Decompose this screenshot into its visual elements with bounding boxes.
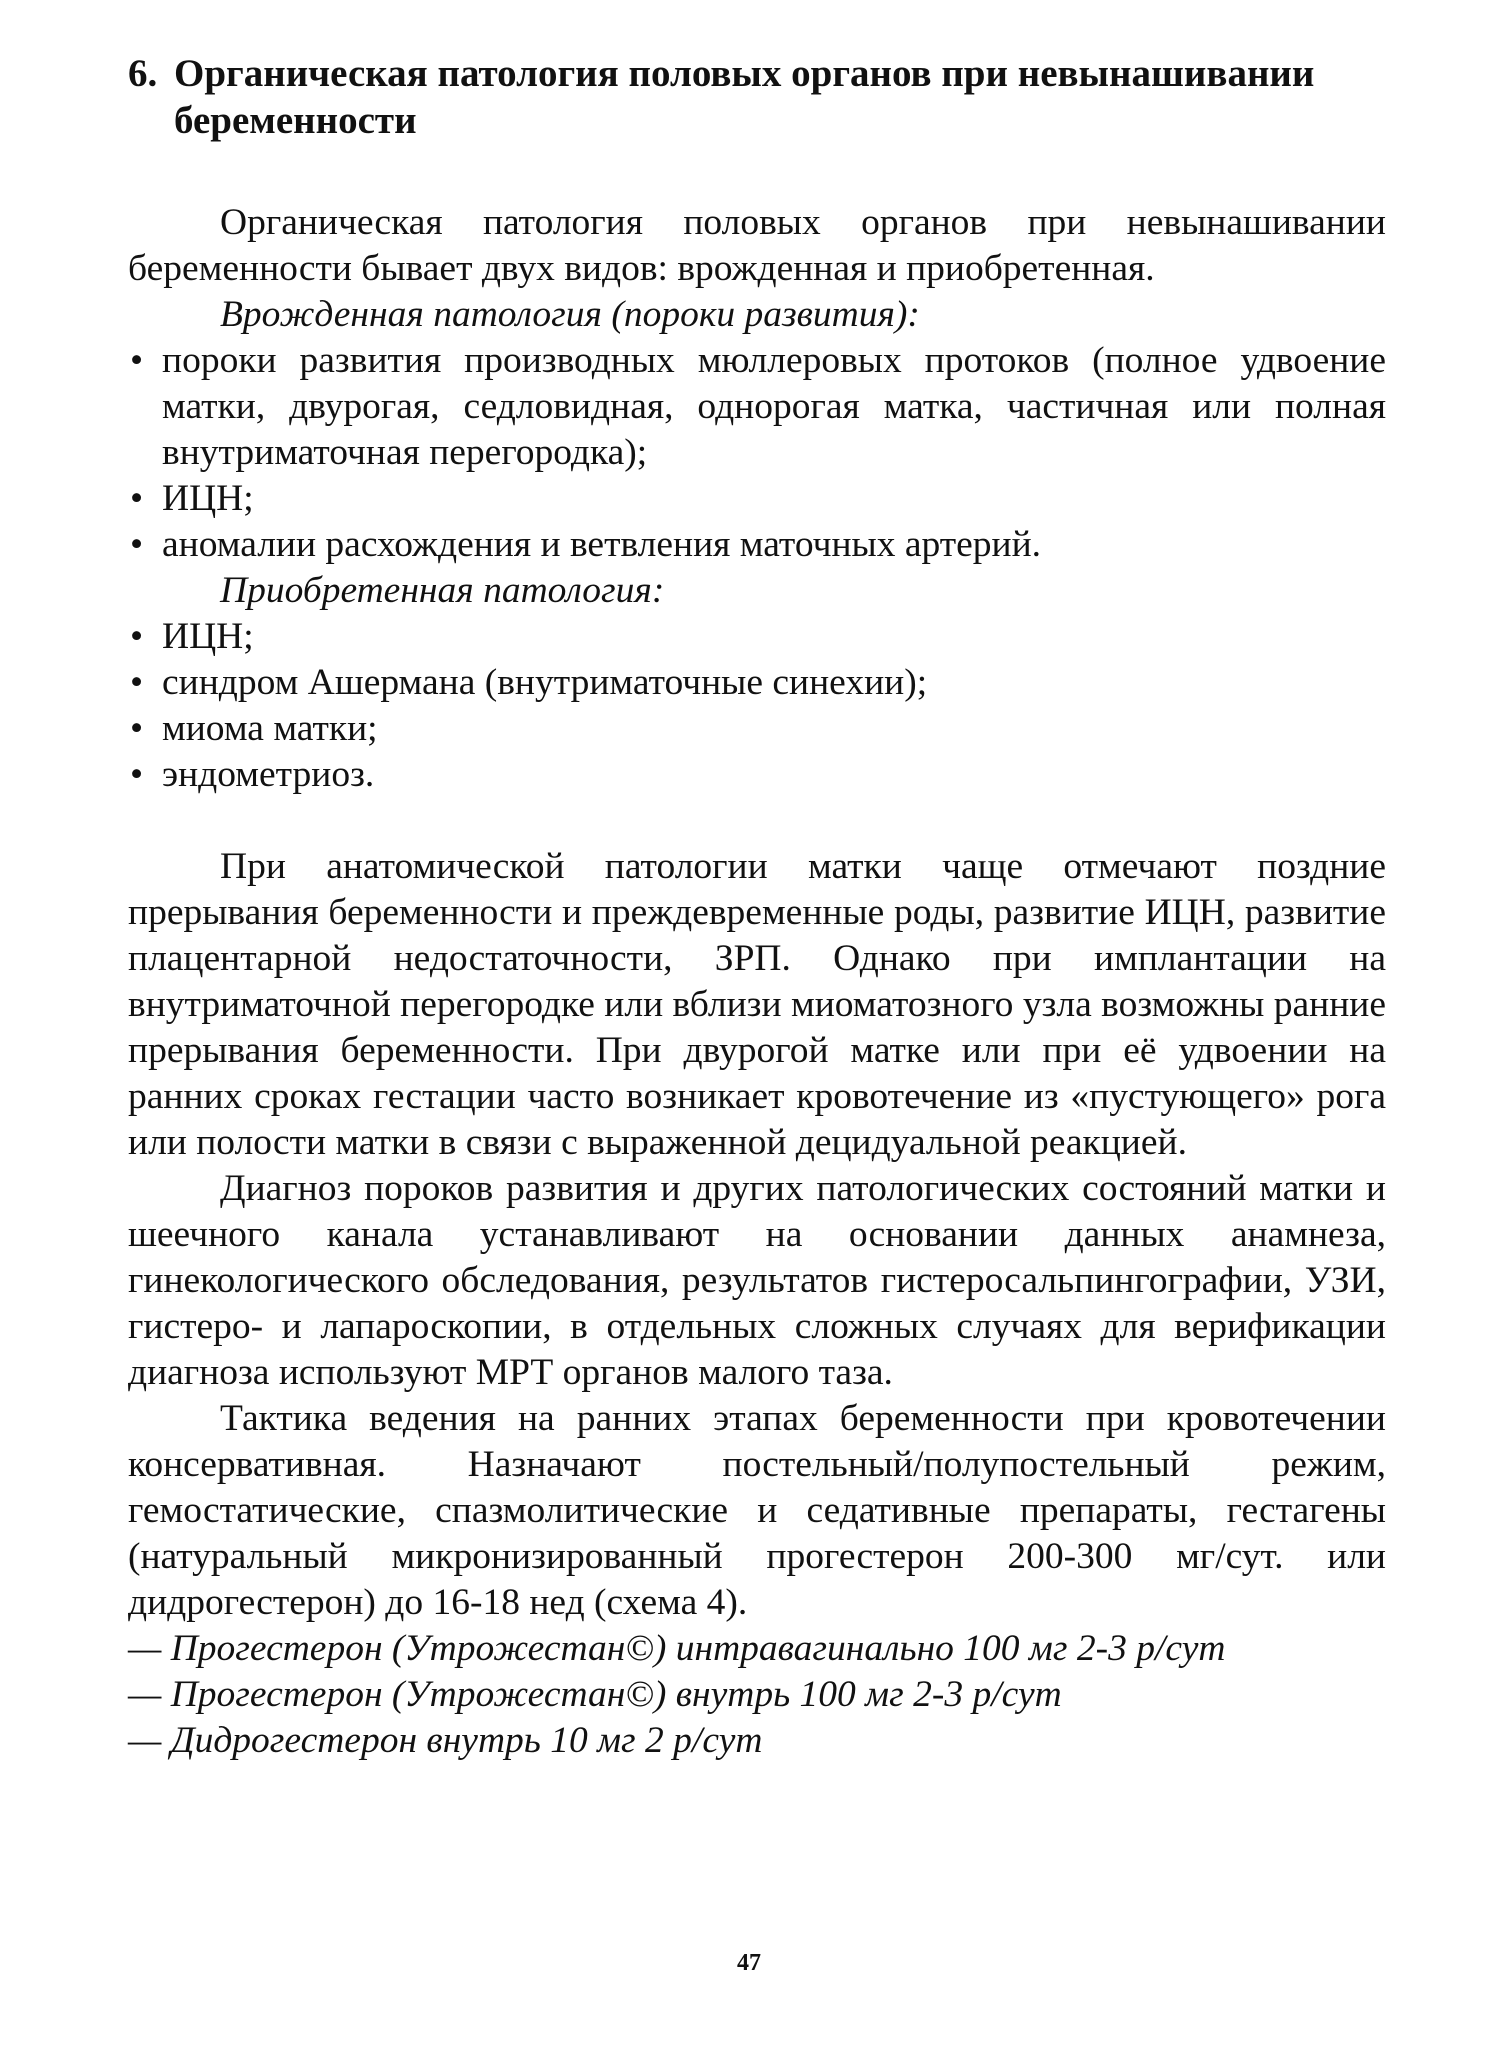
dosage-line: — Прогестерон (Утрожестан©) внутрь 100 мг 2-3 р/сут	[128, 1674, 1062, 1715]
section-heading	[128, 50, 1386, 144]
bullet-icon: •	[130, 616, 144, 657]
list-item	[128, 614, 1386, 660]
list-item-text: ИЦН;	[162, 616, 254, 657]
list-item-text: пороки развития производных мюллеровых протоков (полное удвоение матки, двурогая, седловидная, однорогая матка, частичная или полная внутриматочная перегородка);	[162, 340, 1386, 473]
bullet-icon: •	[130, 524, 144, 565]
list-item	[128, 706, 1386, 752]
bullet-icon: •	[130, 662, 144, 703]
section-number: 6.	[128, 52, 158, 95]
acquired-list	[128, 614, 1386, 798]
page	[128, 50, 1386, 1764]
list-item	[128, 752, 1386, 798]
bullet-icon: •	[130, 340, 144, 381]
page-number: 47	[737, 1950, 761, 1976]
dosage-line: — Дидрогестерон внутрь 10 мг 2 р/сут	[128, 1720, 763, 1761]
list-item-text: аномалии расхождения и ветвления маточных артерий.	[162, 524, 1042, 565]
list-item	[128, 522, 1386, 568]
list-item	[128, 660, 1386, 706]
bullet-icon: •	[130, 754, 144, 795]
body-text	[128, 200, 1386, 1764]
paragraph-anatomy: При анатомической патологии матки чаще отмечают поздние прерывания беременности и преждевременные роды, развитие ИЦН, развитие плацентарной недостаточности, ЗРП. Однако при имплантации на внутриматочной перегородке или вблизи миоматозного узла возможны ранние прерывания беременности. При двурогой матке или при её удвоении на ранних сроках гестации часто возникает кровотечение из «пустующего» рога или полости матки в связи с выраженной децидуальной реакцией.	[128, 846, 1386, 1163]
list-item-text: миома матки;	[162, 708, 378, 749]
bullet-icon: •	[130, 478, 144, 519]
bullet-icon: •	[130, 708, 144, 749]
paragraph-tactics: Тактика ведения на ранних этапах беременности при кровотечении консервативная. Назначают постельный/полупостельный режим, гемостатические, спазмолитические и седативные препараты, гестагены (натуральный микронизированный прогестерон 200-300 мг/сут. или дидрогестерон) до 16-18 нед (схема 4).	[128, 1398, 1386, 1623]
congenital-subheading: Врожденная патология (пороки развития):	[220, 294, 920, 335]
list-item-text: синдром Ашермана (внутриматочные синехии);	[162, 662, 928, 703]
intro-paragraph: Органическая патология половых органов при невынашивании беременности бывает двух видов: врожденная и приобретенная.	[128, 202, 1386, 289]
paragraph-diagnosis: Диагноз пороков развития и других патологических состояний матки и шеечного канала устанавливают на основании данных анамнеза, гинекологического обследования, результатов гистеросальпингографии, УЗИ, гистеро- и лапароскопии, в отдельных сложных случаях для верификации диагноза используют МРТ органов малого таза.	[128, 1168, 1386, 1393]
spacer	[128, 798, 1386, 844]
congenital-list	[128, 338, 1386, 568]
dosage-line: — Прогестерон (Утрожестан©) интравагинально 100 мг 2-3 р/сут	[128, 1628, 1226, 1669]
section-title: Органическая патология половых органов при невынашивании беременности	[174, 52, 1315, 142]
list-item	[128, 338, 1386, 476]
list-item	[128, 476, 1386, 522]
acquired-subheading: Приобретенная патология:	[220, 570, 665, 611]
list-item-text: ИЦН;	[162, 478, 254, 519]
list-item-text: эндометриоз.	[162, 754, 375, 795]
